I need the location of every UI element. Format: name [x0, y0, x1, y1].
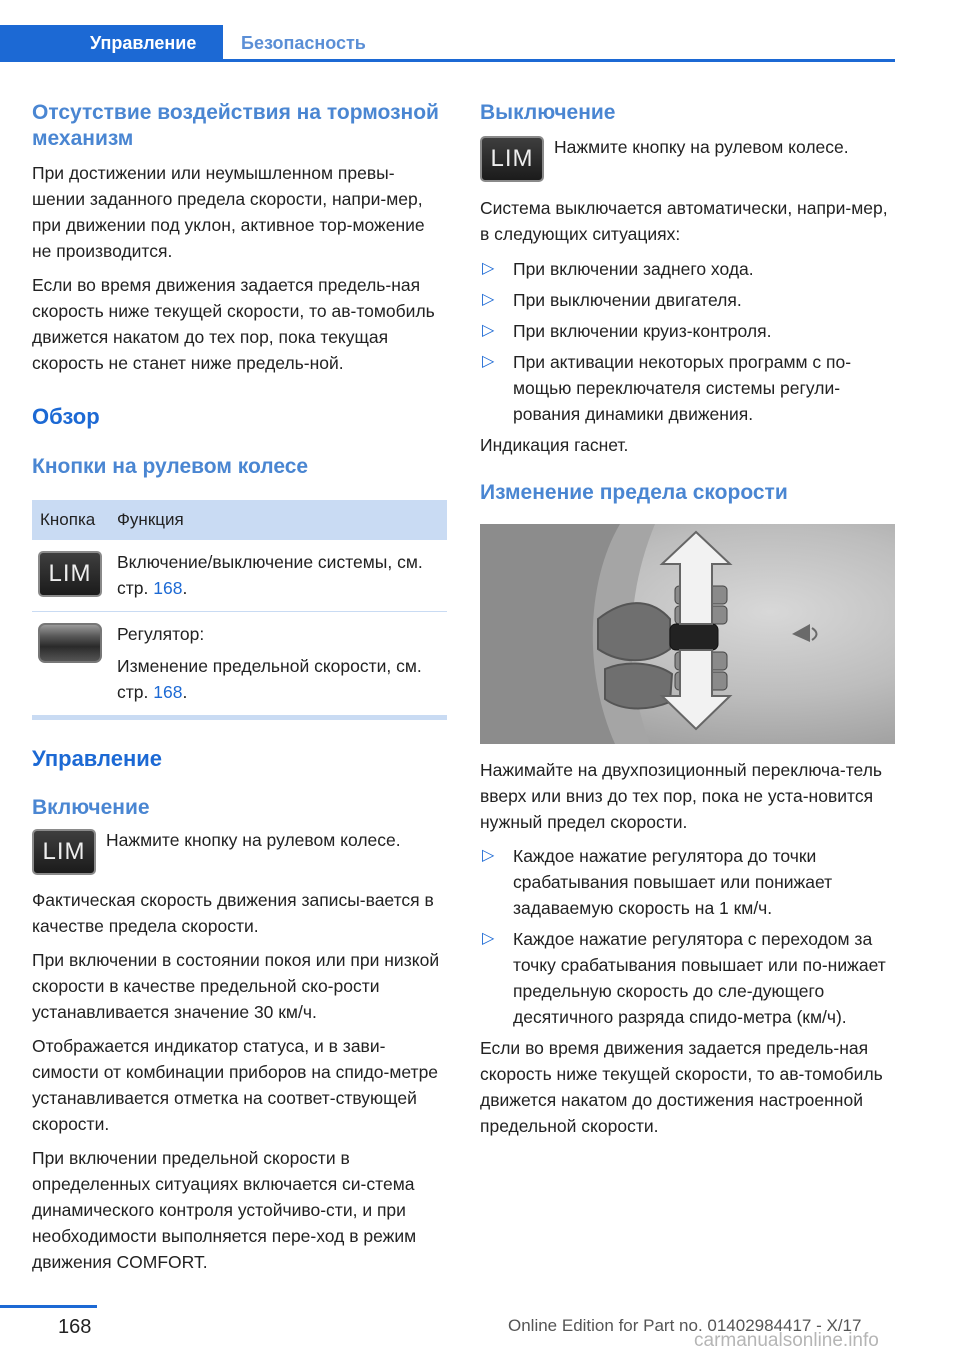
triangle-bullet-icon: ▷ — [482, 291, 495, 308]
row-text: Включение/выключение системы, см. стр. — [117, 552, 423, 598]
list-item: ▷ При включении круиз-контроля. — [480, 318, 895, 344]
triangle-bullet-icon: ▷ — [482, 847, 495, 864]
overview-title: Обзор — [32, 404, 100, 429]
paragraph: Нажимайте на двухпозиционный переключа-тель вверх или вниз до тех пор, пока не уста-новится нужный предел скорости. — [480, 760, 883, 832]
watermark: carmanualsonline.info — [694, 1330, 879, 1351]
footer-rule — [0, 1305, 97, 1308]
col-header-button: Кнопка — [40, 510, 96, 529]
table-row: Регулятор: Изменение предельной скорости, см. стр. 168. — [32, 612, 447, 715]
section-no-brake-title: Отсутствие воздействия на тормозной механизм — [32, 101, 439, 150]
page-link[interactable]: 168 — [153, 682, 183, 702]
lim-button-icon: LIM — [32, 829, 96, 875]
list-item: ▷ При выключении двигателя. — [480, 287, 895, 313]
change-limit-title: Изменение предела скорости — [480, 481, 788, 504]
paragraph: Индикация гаснет. — [480, 435, 629, 455]
row-text: Изменение предельной скорости, см. стр. — [117, 656, 422, 702]
list-item: ▷ При включении заднего хода. — [480, 256, 895, 282]
page-number: 168 — [58, 1316, 92, 1338]
paragraph: Если во время движения задается предель-ная скорость ниже текущей скорости, то ав-томобиль движется накатом до достижения настроенной предельной скорости. — [480, 1038, 883, 1136]
paragraph: Система выключается автоматически, напри-мер, в следующих ситуациях: — [480, 198, 888, 244]
steering-wheel-illustration — [480, 524, 895, 744]
table-header — [32, 500, 447, 540]
paragraph: При достижении или неумышленном превы-шении заданного предела скорости, напри-мер, при движении под уклон, активное тор-можение не производится. — [32, 163, 425, 261]
triangle-bullet-icon: ▷ — [482, 353, 495, 370]
change-rules-list — [480, 843, 895, 1030]
off-conditions-list — [480, 256, 895, 427]
table-bottom-rule — [32, 715, 447, 720]
paragraph: Если во время движения задается предель-ная скорость ниже текущей скорости, то ав-томобиль движется накатом до тех пор, пока текущая скорость не станет ниже предель-ной. — [32, 275, 435, 373]
list-item: ▷ Каждое нажатие регулятора с переходом за точку срабатывания повышает или по-нижает предельную скорость до сле-дующего десятичного разряда спидо-метра (км/ч). — [480, 926, 895, 1030]
buttons-table — [32, 500, 447, 720]
triangle-bullet-icon: ▷ — [482, 322, 495, 339]
switch-off-title: Выключение — [480, 101, 616, 124]
control-title: Управление — [32, 746, 163, 771]
switch-off-instruction — [480, 134, 895, 182]
right-column — [480, 100, 895, 1139]
page-link[interactable]: 168 — [153, 578, 183, 598]
lim-button-icon: LIM — [480, 136, 544, 182]
paragraph: Фактическая скорость движения записы-вается в качестве предела скорости. — [32, 890, 434, 936]
instruction-text: Нажмите кнопку на рулевом колесе. — [554, 137, 849, 157]
row-text: Регулятор: — [117, 624, 205, 644]
paragraph: При включении предельной скорости в определенных ситуациях включается си-стема динамического контроля устойчиво-сти, и при необходимости выполняется пере-ход в режим движения COMFORT. — [32, 1148, 417, 1272]
col-header-function: Функция — [117, 510, 184, 529]
switch-on-title: Включение — [32, 796, 150, 819]
lim-button-icon: LIM — [38, 551, 102, 597]
list-item: ▷ При активации некоторых программ с по-мощью переключателя системы регули-рования динамики движения. — [480, 349, 895, 427]
paragraph: Отображается индикатор статуса, и в зави-симости от комбинации приборов на спидо-метре устанавливается отметка на соответ-ствующей скорости. — [32, 1036, 439, 1134]
list-item: ▷ Каждое нажатие регулятора до точки срабатывания повышает или понижает задаваемую скорость на 1 км/ч. — [480, 843, 895, 921]
buttons-title: Кнопки на рулевом колесе — [32, 455, 309, 478]
edition-info: Online Edition for Part no. 01402984417 - X/17 — [508, 1316, 862, 1335]
table-row: LIM Включение/выключение системы, см. стр. 168. — [32, 540, 447, 612]
header-underline — [223, 59, 895, 62]
switch-on-instruction — [32, 827, 447, 875]
left-column — [32, 100, 447, 1275]
tab-control[interactable]: Управление — [0, 25, 223, 62]
tab-safety[interactable]: Безопасность — [241, 33, 366, 53]
paragraph: При включении в состоянии покоя или при низкой скорости в качестве предельной ско-рости устанавливается значение 30 км/ч. — [32, 950, 440, 1022]
triangle-bullet-icon: ▷ — [482, 260, 495, 277]
rocker-switch-icon — [38, 623, 102, 663]
steering-wheel-photo — [480, 524, 895, 744]
header-bar — [0, 0, 895, 62]
instruction-text: Нажмите кнопку на рулевом колесе. — [106, 830, 401, 850]
triangle-bullet-icon: ▷ — [482, 930, 495, 947]
